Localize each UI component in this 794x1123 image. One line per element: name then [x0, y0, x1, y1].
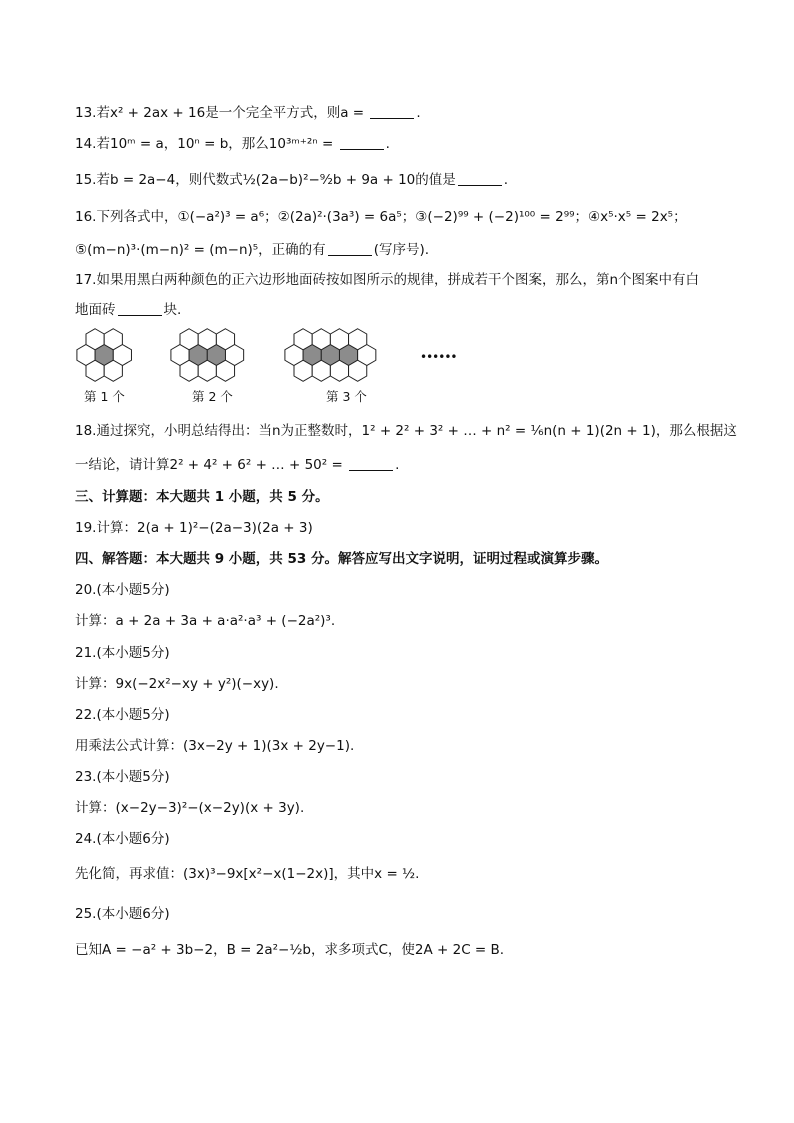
white-tile — [180, 360, 198, 381]
question-16-line2: ⑤(m−n)³·(m−n)² = (m−n)⁵，正确的有 (写序号). — [75, 242, 430, 258]
figure-caption-3: 第 3 个 — [326, 389, 367, 404]
question-19: 19.计算：2(a + 1)²−(2a−3)(2a + 3) — [75, 520, 313, 536]
question-23-text: 计算：(x−2y−3)²−(x−2y)(x + 3y). — [75, 800, 305, 816]
white-tile — [330, 360, 348, 381]
white-tile — [294, 360, 312, 381]
white-tile — [312, 329, 330, 350]
section-4-title: 四、解答题：本大题共 9 小题，共 53 分。解答应写出文字说明，证明过程或演算步骤。 — [75, 551, 608, 567]
answer-blank[interactable] — [328, 241, 372, 256]
question-23-header: 23.(本小题5分) — [75, 769, 170, 785]
answer-blank[interactable] — [118, 301, 162, 316]
white-tile — [86, 329, 104, 350]
question-21-text: 计算：9x(−2x²−xy + y²)(−xy). — [75, 676, 279, 692]
question-21-header: 21.(本小题5分) — [75, 645, 170, 661]
question-18-line2: 一结论，请计算2² + 4² + 6² + … + 50² = . — [75, 457, 400, 473]
white-tile — [312, 360, 330, 381]
white-tile — [330, 329, 348, 350]
white-tile — [294, 329, 312, 350]
question-20-header: 20.(本小题5分) — [75, 582, 170, 598]
white-tile — [180, 329, 198, 350]
answer-blank[interactable] — [340, 135, 384, 150]
question-16-line1: 16.下列各式中，①(−a²)³ = a⁶；②(2a)²·(3a³) = 6a⁵；③(−2)⁹⁹ + (−2)¹⁰⁰ = 2⁹⁹；④x⁵·x⁵ = 2x⁵； — [75, 209, 687, 225]
white-tile — [104, 360, 122, 381]
white-tile — [86, 360, 104, 381]
question-22-text: 用乘法公式计算：(3x−2y + 1)(3x + 2y−1). — [75, 738, 355, 754]
question-15: 15.若b = 2a−4，则代数式½(2a−b)²−⁹⁄₂b + 9a + 10的值是 . — [75, 172, 509, 188]
question-24-text: 先化简，再求值：(3x)³−9x[x²−x(1−2x)]，其中x = ½. — [75, 866, 420, 882]
answer-blank[interactable] — [349, 456, 393, 471]
white-tile — [216, 360, 234, 381]
white-tile — [198, 329, 216, 350]
question-25-header: 25.(本小题6分) — [75, 906, 170, 922]
answer-blank[interactable] — [370, 104, 414, 119]
question-22-header: 22.(本小题5分) — [75, 707, 170, 723]
question-18-line1: 18.通过探究，小明总结得出：当n为正整数时，1² + 2² + 3² + … + n² = ⅙n(n + 1)(2n + 1)，那么根据这 — [75, 423, 737, 439]
figure-caption-1: 第 1 个 — [84, 389, 125, 404]
question-17-line1: 17.如果用黑白两种颜色的正六边形地面砖按如图所示的规律，拼成若干个图案，那么，第n个图案中有白 — [75, 272, 700, 288]
answer-blank[interactable] — [458, 171, 502, 186]
question-20-text: 计算：a + 2a + 3a + a·a²·a³ + (−2a²)³. — [75, 613, 336, 629]
question-25-text: 已知A = −a² + 3b−2，B = 2a²−½b，求多项式C，使2A + 2C = B. — [75, 942, 505, 958]
question-24-header: 24.(本小题6分) — [75, 831, 170, 847]
ellipsis: •••••• — [420, 350, 457, 364]
white-tile — [349, 360, 367, 381]
white-tile — [216, 329, 234, 350]
question-13: 13.若x² + 2ax + 16是一个完全平方式，则a = . — [75, 105, 421, 121]
white-tile — [349, 329, 367, 350]
white-tile — [198, 360, 216, 381]
question-17-line2: 地面砖 块. — [75, 302, 182, 318]
question-14: 14.若10ᵐ = a，10ⁿ = b，那么10³ᵐ⁺²ⁿ = . — [75, 136, 390, 152]
white-tile — [104, 329, 122, 350]
figure-caption-2: 第 2 个 — [192, 389, 233, 404]
section-3-title: 三、计算题：本大题共 1 小题，共 5 分。 — [75, 489, 329, 505]
hexagon-pattern-figure — [68, 325, 488, 415]
